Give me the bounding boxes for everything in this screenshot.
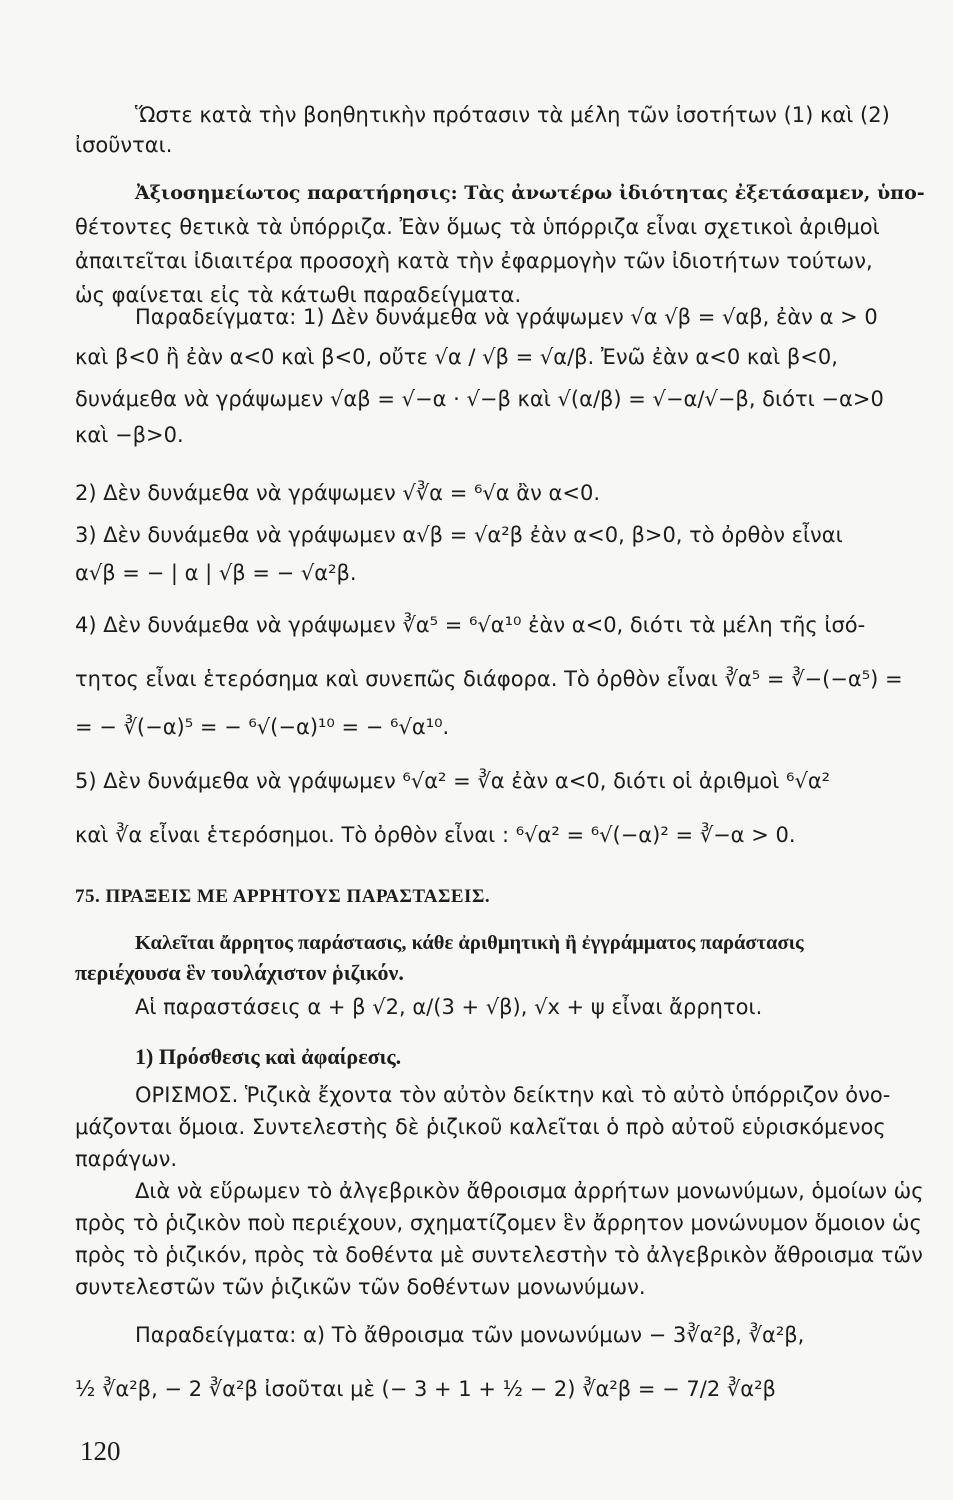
text-line: καὶ −β>0. (75, 423, 184, 447)
text-line: 4) Δὲν δυνάμεθα νὰ γράψωμεν ∛α⁵ = ⁶√α¹⁰ ἐὰν α<0, διότι τὰ μέλη τῆς ἰσό- (75, 613, 866, 637)
text-line: μάζονται ὅμοια. Συντελεστὴς δὲ ῥιζικοῦ καλεῖται ὁ πρὸ αὐτοῦ εὑρισκόμενος (75, 1115, 886, 1139)
text-line: 5) Δὲν δυνάμεθα νὰ γράψωμεν ⁶√α² = ∛α ἐὰν α<0, διότι οἱ ἀριθμοὶ ⁶√α² (75, 769, 831, 793)
text-line: ἰσοῦνται. (75, 133, 173, 157)
remark-heading-line: Ἀξιοσημείωτος παρατήρησις: Τὰς ἀνωτέρω ἰδιότητας ἐξετάσαμεν, ὑπο- (135, 182, 925, 204)
text-line: τητος εἶναι ἑτερόσημα καὶ συνεπῶς διάφορα. Τὸ ὀρθὸν εἶναι ∛α⁵ = ∛−(−α⁵) = (75, 667, 903, 691)
text-line: καὶ β<0 ἢ ἐὰν α<0 καὶ β<0, οὔτε √α / √β = √α/β. Ἐνῶ ἐὰν α<0 καὶ β<0, (75, 345, 838, 369)
text-line: 3) Δὲν δυνάμεθα νὰ γράψωμεν α√β = √α²β ἐὰν α<0, β>0, τὸ ὀρθὸν εἶναι (75, 523, 843, 547)
text-line: Διὰ νὰ εὕρωμεν τὸ ἀλγεβρικὸν ἄθροισμα ἀρρήτων μονωνύμων, ὁμοίων ὡς (135, 1179, 924, 1203)
subsection-heading: 1) Πρόσθεσις καὶ ἀφαίρεσις. (135, 1044, 402, 1069)
text-line: Αἱ παραστάσεις α + β √2, α/(3 + √β), √x + ψ εἶναι ἄρρητοι. (135, 995, 763, 1019)
text-line: πρὸς τὸ ῥιζικὸν ποὺ περιέχουν, σχηματίζομεν ἓν ἄρρητον μονώνυμον ὅμοιον ὡς (75, 1211, 922, 1235)
example-line: Παραδείγματα: 1) Δὲν δυνάμεθα νὰ γράψωμεν √α √β = √αβ, ἐὰν α > 0 (135, 305, 878, 329)
example-line: Παραδείγματα: α) Τὸ ἄθροισμα τῶν μονωνύμων − 3∛α²β, ∛α²β, (135, 1323, 805, 1347)
text-line: = − ∛(−α)⁵ = − ⁶√(−α)¹⁰ = − ⁶√α¹⁰. (75, 715, 450, 739)
definition-line: περιέχουσα ἓν τουλάχιστον ῥιζικόν. (75, 960, 404, 985)
section-heading: 75. ΠΡΑΞΕΙΣ ΜΕ ΑΡΡΗΤΟΥΣ ΠΑΡΑΣΤΑΣΕΙΣ. (75, 886, 491, 907)
text-line: παράγων. (75, 1147, 178, 1171)
text-line: συντελεστῶν τῶν ῥιζικῶν τῶν δοθέντων μονωνύμων. (75, 1275, 646, 1299)
text-line: θέτοντες θετικὰ τὰ ὑπόρριζα. Ἐὰν ὅμως τὰ ὑπόρριζα εἶναι σχετικοὶ ἀριθμοὶ (75, 215, 880, 239)
definition-line: Καλεῖται ἄρρητος παράστασις, κάθε ἀριθμητικὴ ἢ ἐγγράμματος παράστασις (135, 932, 804, 954)
text-line: πρὸς τὸ ῥιζικόν, πρὸς τὰ δοθέντα μὲ συντελεστὴν τὸ ἀλγεβρικὸν ἄθροισμα τῶν (75, 1243, 923, 1267)
page-number: 120 (80, 1436, 121, 1466)
text-line: Ὥστε κατὰ τὴν βοηθητικὴν πρότασιν τὰ μέλη τῶν ἰσοτήτων (1) καὶ (2) (135, 103, 890, 127)
text-line: ἀπαιτεῖται ἰδιαιτέρα προσοχὴ κατὰ τὴν ἐφαρμογὴν τῶν ἰδιοτήτων τούτων, (75, 249, 873, 273)
text-line: ΟΡΙΣΜΟΣ. Ῥιζικὰ ἔχοντα τὸν αὐτὸν δείκτην καὶ τὸ αὐτὸ ὑπόρριζον ὀνο- (135, 1083, 891, 1107)
text-line: α√β = − | α | √β = − √α²β. (75, 561, 357, 585)
text-line: ½ ∛α²β, − 2 ∛α²β ἰσοῦται μὲ (− 3 + 1 + ½ − 2) ∛α²β = − 7/2 ∛α²β (75, 1377, 776, 1401)
text-line: 2) Δὲν δυνάμεθα νὰ γράψωμεν √∛α = ⁶√α ἂν α<0. (75, 481, 600, 505)
text-line: ὡς φαίνεται εἰς τὰ κάτωθι παραδείγματα. (75, 283, 522, 307)
text-line: δυνάμεθα νὰ γράψωμεν √αβ = √−α · √−β καὶ √(α/β) = √−α/√−β, διότι −α>0 (75, 387, 884, 411)
text-line: καὶ ∛α εἶναι ἑτερόσημοι. Τὸ ὀρθὸν εἶναι : ⁶√α² = ⁶√(−α)² = ∛−α > 0. (75, 823, 796, 847)
